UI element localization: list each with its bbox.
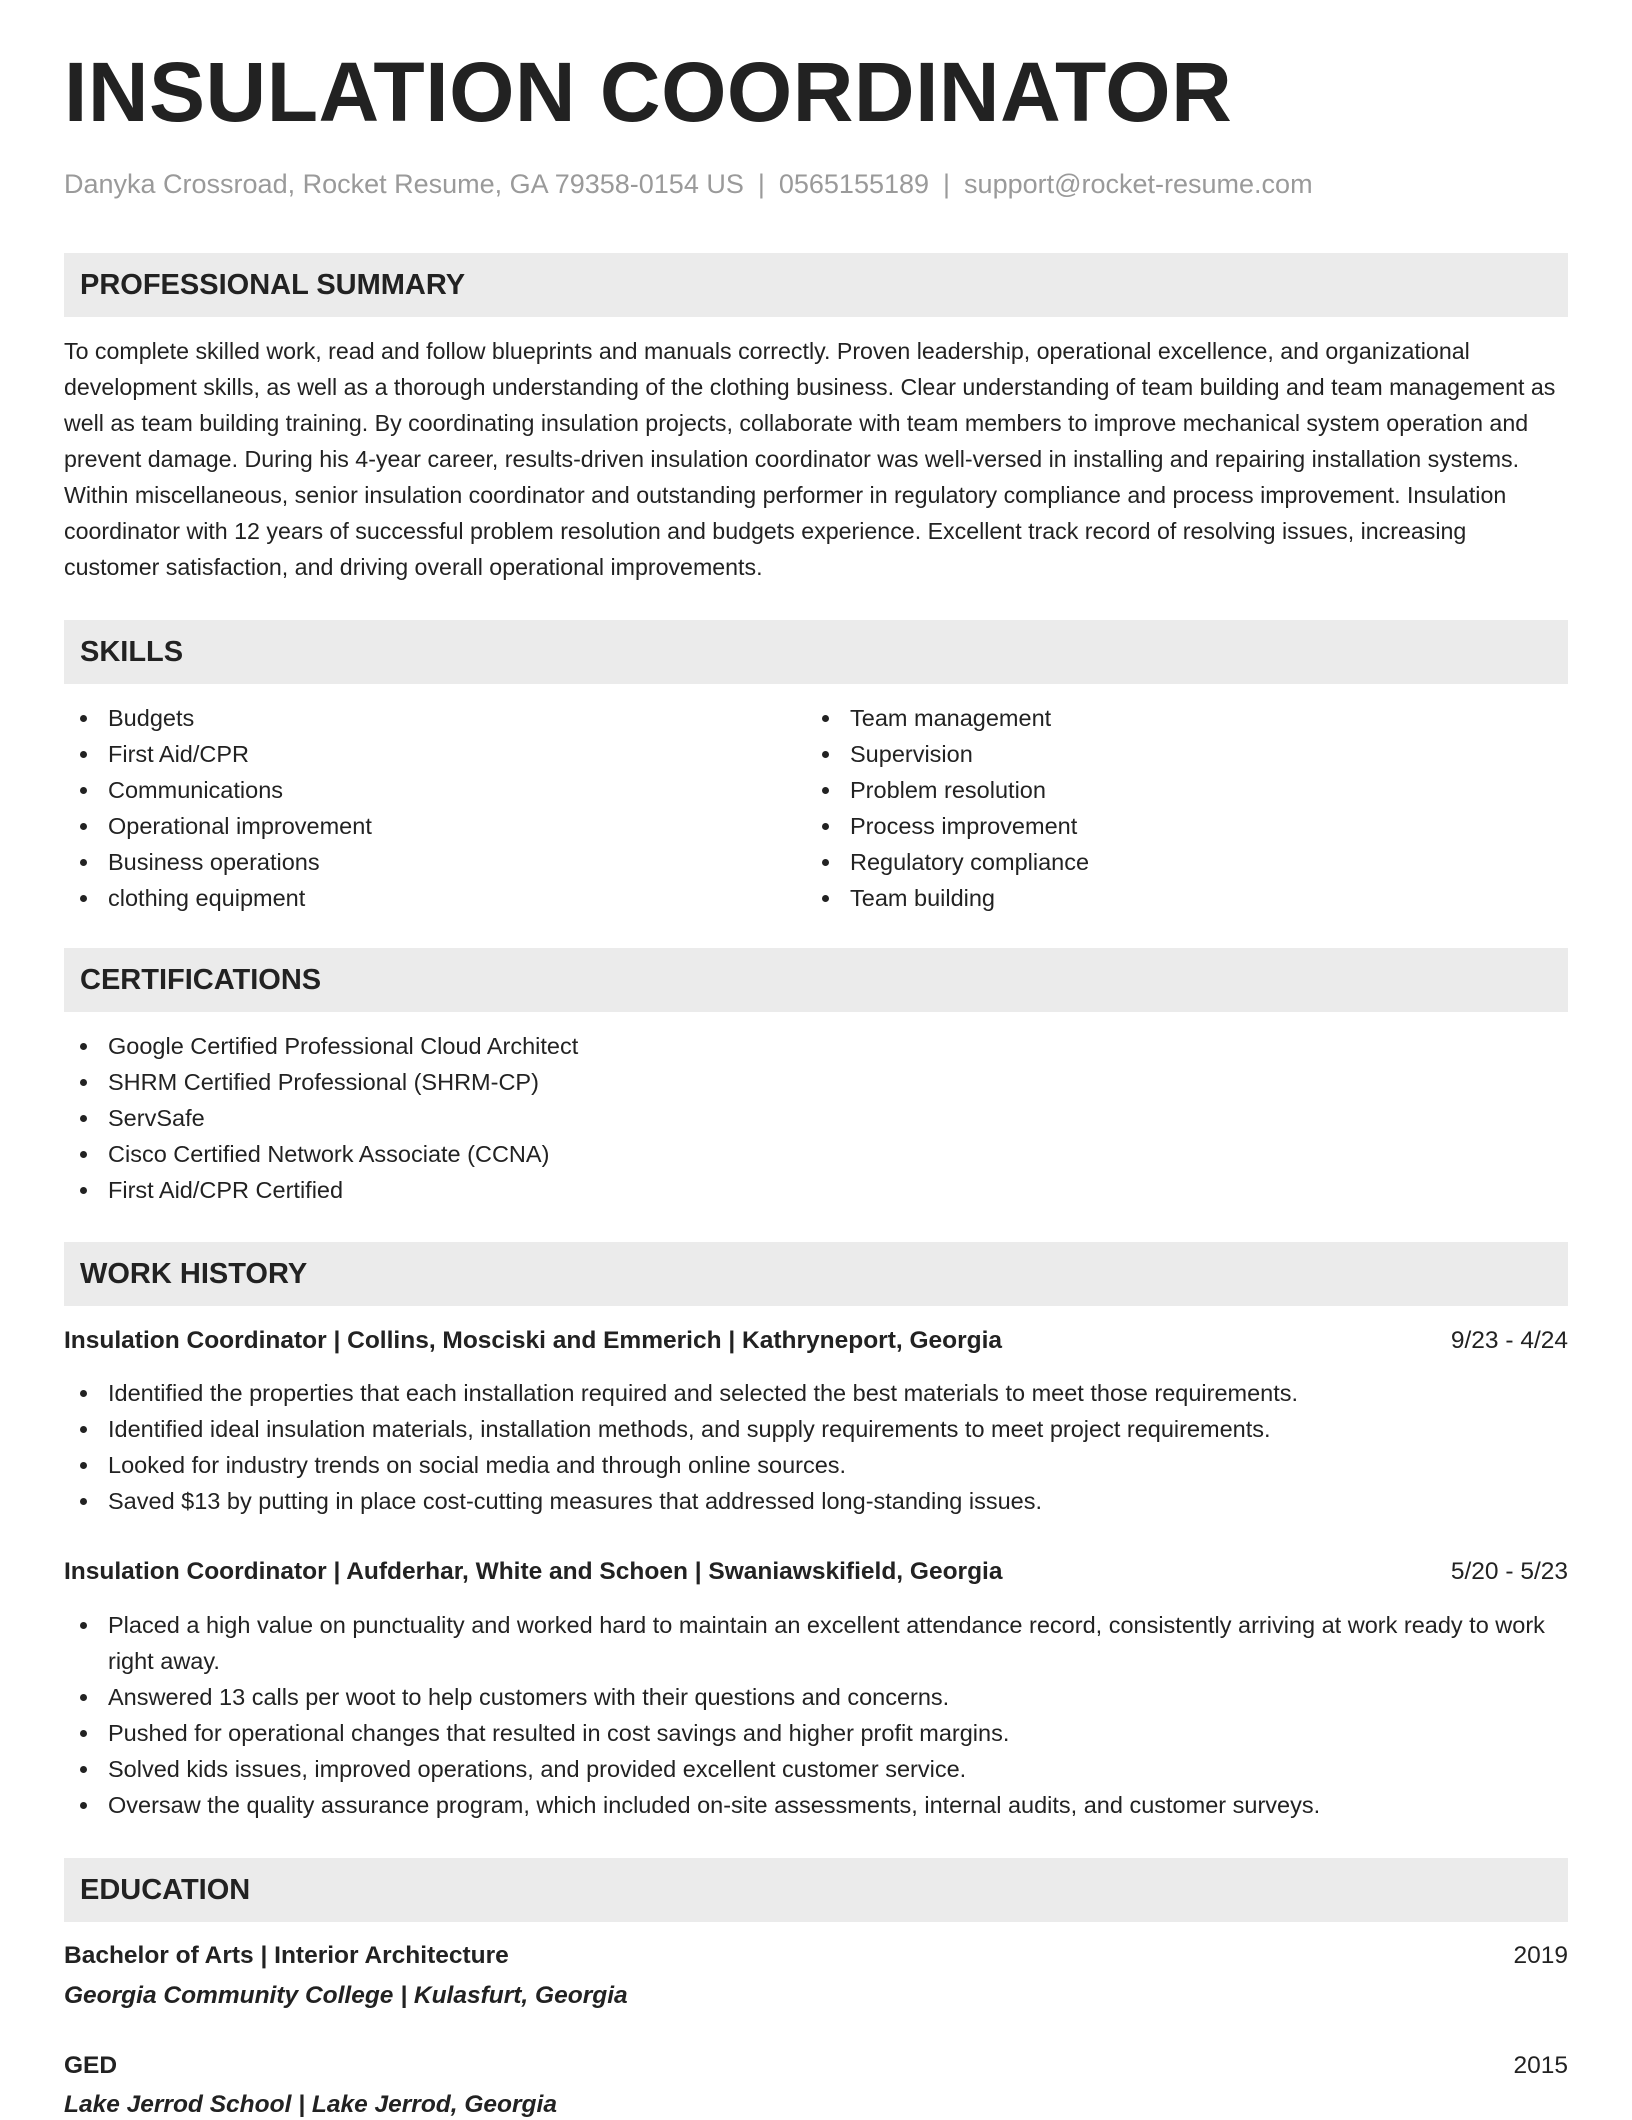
certifications-list <box>64 1028 578 1208</box>
job-bullet: Solved kids issues, improved operations, and provided excellent customer service. <box>64 1751 1568 1787</box>
skills-list-left <box>64 700 372 916</box>
section-heading-work-history: WORK HISTORY <box>64 1242 1568 1306</box>
certification-item: Google Certified Professional Cloud Architect <box>64 1028 578 1064</box>
job-header <box>64 1326 1568 1356</box>
skill-item: Supervision <box>806 736 1089 772</box>
contact-email: support@rocket-resume.com <box>964 169 1313 199</box>
skill-item: First Aid/CPR <box>64 736 372 772</box>
skill-item: Business operations <box>64 844 372 880</box>
job-title: Insulation Coordinator | Aufderhar, White and Schoen | Swaniawskifield, Georgia <box>64 1558 1003 1585</box>
section-heading-summary: PROFESSIONAL SUMMARY <box>64 253 1568 317</box>
certification-item: ServSafe <box>64 1100 578 1136</box>
education-school: Lake Jerrod School | Lake Jerrod, Georgia <box>64 2091 557 2118</box>
contact-address: Danyka Crossroad, Rocket Resume, GA 79358-0154 US <box>64 169 744 199</box>
skill-item: Team building <box>806 880 1089 916</box>
job-bullet: Oversaw the quality assurance program, which included on-site assessments, internal audits, and customer surveys. <box>64 1787 1568 1823</box>
education-year: 2015 <box>1513 2052 1568 2079</box>
job-title: Insulation Coordinator | Collins, Mosciski and Emmerich | Kathryneport, Georgia <box>64 1327 1003 1354</box>
skills-list-right <box>806 700 1089 916</box>
job-bullet: Looked for industry trends on social media and through online sources. <box>64 1447 1568 1483</box>
education-degree: GED <box>64 2052 118 2079</box>
job-dates: 5/20 - 5/23 <box>1450 1558 1568 1585</box>
education-year: 2019 <box>1513 1942 1568 1969</box>
certification-item: Cisco Certified Network Associate (CCNA) <box>64 1136 578 1172</box>
job-header <box>64 1557 1568 1587</box>
skill-item: Process improvement <box>806 808 1089 844</box>
skill-item: Operational improvement <box>64 808 372 844</box>
skill-item: Team management <box>806 700 1089 736</box>
job-bullet: Saved $13 by putting in place cost-cutting measures that addressed long-standing issues. <box>64 1483 1568 1519</box>
skill-item: Budgets <box>64 700 372 736</box>
education-header <box>64 2051 1568 2081</box>
skill-item: Regulatory compliance <box>806 844 1089 880</box>
job-bullets <box>64 1375 1568 1519</box>
skill-item: Communications <box>64 772 372 808</box>
contact-line <box>64 168 1313 200</box>
section-heading-certifications: CERTIFICATIONS <box>64 948 1568 1012</box>
certification-item: First Aid/CPR Certified <box>64 1172 578 1208</box>
skill-item: clothing equipment <box>64 880 372 916</box>
job-bullet: Identified the properties that each installation required and selected the best materials to meet those requirements. <box>64 1375 1568 1411</box>
contact-separator: | <box>943 169 951 199</box>
education-header <box>64 1941 1568 1971</box>
job-bullets <box>64 1607 1568 1823</box>
summary-text: To complete skilled work, read and follow blueprints and manuals correctly. Proven leadership, operational excellence, and organizational development skills, as well as a thorough understanding of the clothing business. Clear understanding of team building and team management as well as team building training. By coordinating insulation projects, collaborate with team members to improve mechanical system operation and prevent damage. During his 4-year career, results-driven insulation coordinator was well-versed in installing and repairing installation systems. Within miscellaneous, senior insulation coordinator and outstanding performer in regulatory compliance and process improvement. Insulation coordinator with 12 years of successful problem resolution and budgets experience. Excellent track record of resolving issues, increasing customer satisfaction, and driving overall operational improvements. <box>64 338 1556 580</box>
certification-item: SHRM Certified Professional (SHRM-CP) <box>64 1064 578 1100</box>
job-bullet: Pushed for operational changes that resulted in cost savings and higher profit margins. <box>64 1715 1568 1751</box>
resume-title: INSULATION COORDINATOR <box>64 45 1233 139</box>
section-heading-education: EDUCATION <box>64 1858 1568 1922</box>
education-degree: Bachelor of Arts | Interior Architecture <box>64 1942 509 1969</box>
section-heading-skills: SKILLS <box>64 620 1568 684</box>
contact-phone: 0565155189 <box>778 169 930 199</box>
job-bullet: Placed a high value on punctuality and worked hard to maintain an excellent attendance record, consistently arriving at work ready to work right away. <box>64 1607 1568 1679</box>
contact-separator: | <box>757 169 765 199</box>
job-bullet: Identified ideal insulation materials, installation methods, and supply requirements to meet project requirements. <box>64 1411 1568 1447</box>
job-dates: 9/23 - 4/24 <box>1450 1327 1568 1354</box>
job-bullet: Answered 13 calls per woot to help customers with their questions and concerns. <box>64 1679 1568 1715</box>
education-school: Georgia Community College | Kulasfurt, Georgia <box>64 1982 628 2009</box>
skill-item: Problem resolution <box>806 772 1089 808</box>
